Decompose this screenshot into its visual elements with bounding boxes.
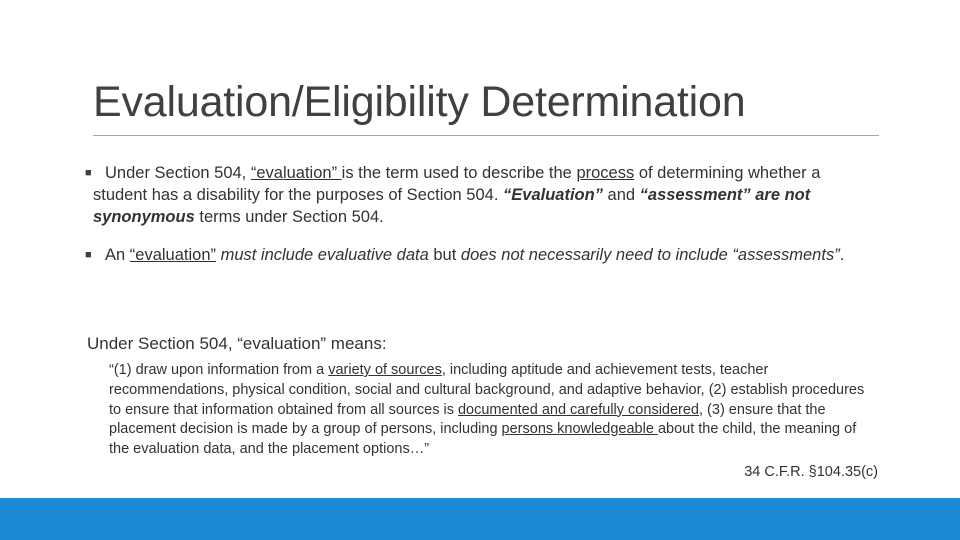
text-run: of determining whether a student has a disability for the purposes of Section 504. [93,164,821,204]
citation: 34 C.F.R. §104.35(c) [744,464,878,480]
square-bullet-icon: ■ [85,167,92,179]
text-run: but [428,246,461,264]
emphasis-term: “Evaluation” [503,186,603,204]
square-bullet-icon: ■ [85,249,92,261]
text-run: is the term used to describe the [341,164,577,182]
text-run: and [602,186,640,204]
text-run: Under Section 504, [105,164,251,182]
text-run: , (3) ensure that the placement decision is made by a group of persons, including [109,401,826,438]
text-run: An [105,246,130,264]
text-run: terms under Section 504. [194,208,384,226]
bullet-text [93,162,853,228]
text-run: about the child, the meaning of the evaluation data, and the placement options…” [109,421,857,458]
underlined-term: persons knowledgeable [501,421,658,438]
bullet-text [93,244,853,266]
section-heading: Under Section 504, “evaluation” means: [87,334,387,353]
emphasis-term: “assessment” are not synonymous [93,186,811,226]
regulation-quote [109,361,874,460]
text-run: . [839,246,845,264]
page-title: Evaluation/Eligibility Determination [93,78,746,126]
text-run: “(1) draw upon information from a [109,362,329,378]
text-run: , including aptitude and achievement tests, teacher recommendations, physical condition, social and cultural background, and adaptive behavior, (2) establish procedures to ensure that information obtained from all sources is [109,362,865,418]
underlined-term: variety of sources [328,362,442,378]
title-divider [93,135,879,136]
bullet-list [85,162,853,282]
footer-accent-bar [0,498,960,540]
bullet-item [85,244,853,266]
italic-phrase: must include evaluative data [216,246,429,264]
underlined-term: documented and carefully considered [457,401,699,418]
underlined-term: process [576,164,635,182]
italic-phrase: does not necessarily need to include “assessments” [460,246,840,264]
bullet-item [85,162,853,228]
underlined-term: “evaluation” [250,164,342,182]
underlined-term: “evaluation” [129,246,216,264]
